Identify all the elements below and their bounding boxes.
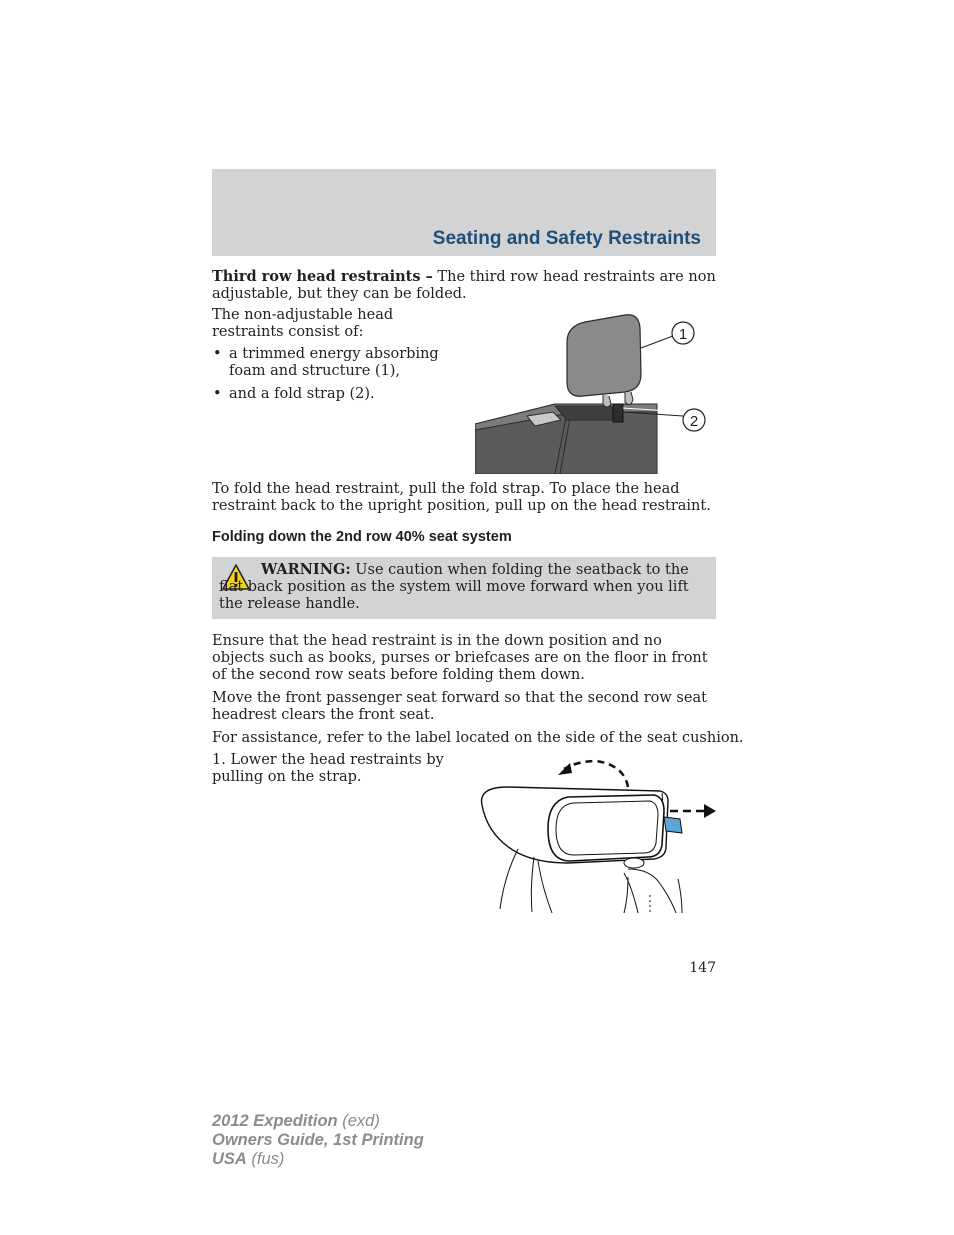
list-item [212, 346, 472, 380]
intro-paragraph [212, 268, 716, 303]
subheading: Folding down the 2nd row 40% seat system [212, 529, 512, 545]
header-band [212, 169, 716, 256]
intro-text: The third row head restraints are non adjustable, but they can be folded. [212, 269, 716, 302]
list-item [212, 386, 472, 403]
callout-1-label: 1 [678, 326, 688, 343]
lower-head-restraint-illustration [478, 757, 718, 915]
footer-market: USA [212, 1150, 247, 1168]
list-item-text: a trimmed energy absorbing foam and structure (1), [229, 346, 439, 379]
step-1: 1. Lower the head restraints by pulling on the strap. [212, 752, 444, 785]
warning-text [219, 561, 707, 613]
list-item-text: and a fold strap (2). [229, 386, 375, 402]
head-restraint-illustration [475, 312, 715, 474]
footer-model: 2012 Expedition [212, 1112, 338, 1130]
assist-paragraph: For assistance, refer to the label located on the side of the seat cushion. [212, 730, 744, 746]
footer-line-3 [212, 1150, 424, 1169]
footer-line-2: Owners Guide, 1st Printing [212, 1131, 424, 1149]
warning-label: WARNING: [261, 561, 351, 578]
section-title: Seating and Safety Restraints [432, 228, 701, 249]
footer-market-code: (fus) [246, 1150, 285, 1168]
fold-instructions: To fold the head restraint, pull the fold strap. To place the head restraint back to the upright position, pull up on the head restraint. [212, 481, 711, 514]
callout-2-label: 2 [689, 413, 699, 430]
intro-lead: Third row head restraints – [212, 268, 433, 285]
footer-line-1 [212, 1112, 424, 1131]
warning-body: Use caution when folding the seatback to the flat back position as the system will move forward when you lift the release handle. [219, 562, 689, 612]
footer-model-code: (exd) [337, 1112, 380, 1130]
ensure-paragraph: Ensure that the head restraint is in the down position and no objects such as books, purses or briefcases are on the floor in front of the second row seats before folding them down. [212, 633, 708, 683]
component-list [212, 346, 472, 409]
warning-box [212, 557, 716, 619]
bullet-icon: • [213, 386, 222, 402]
bullet-icon: • [213, 346, 222, 362]
footer [212, 1112, 424, 1169]
page-number: 147 [689, 960, 716, 976]
move-paragraph: Move the front passenger seat forward so that the second row seat headrest clears the front seat. [212, 690, 707, 723]
consist-paragraph: The non-adjustable head restraints consist of: [212, 307, 394, 340]
